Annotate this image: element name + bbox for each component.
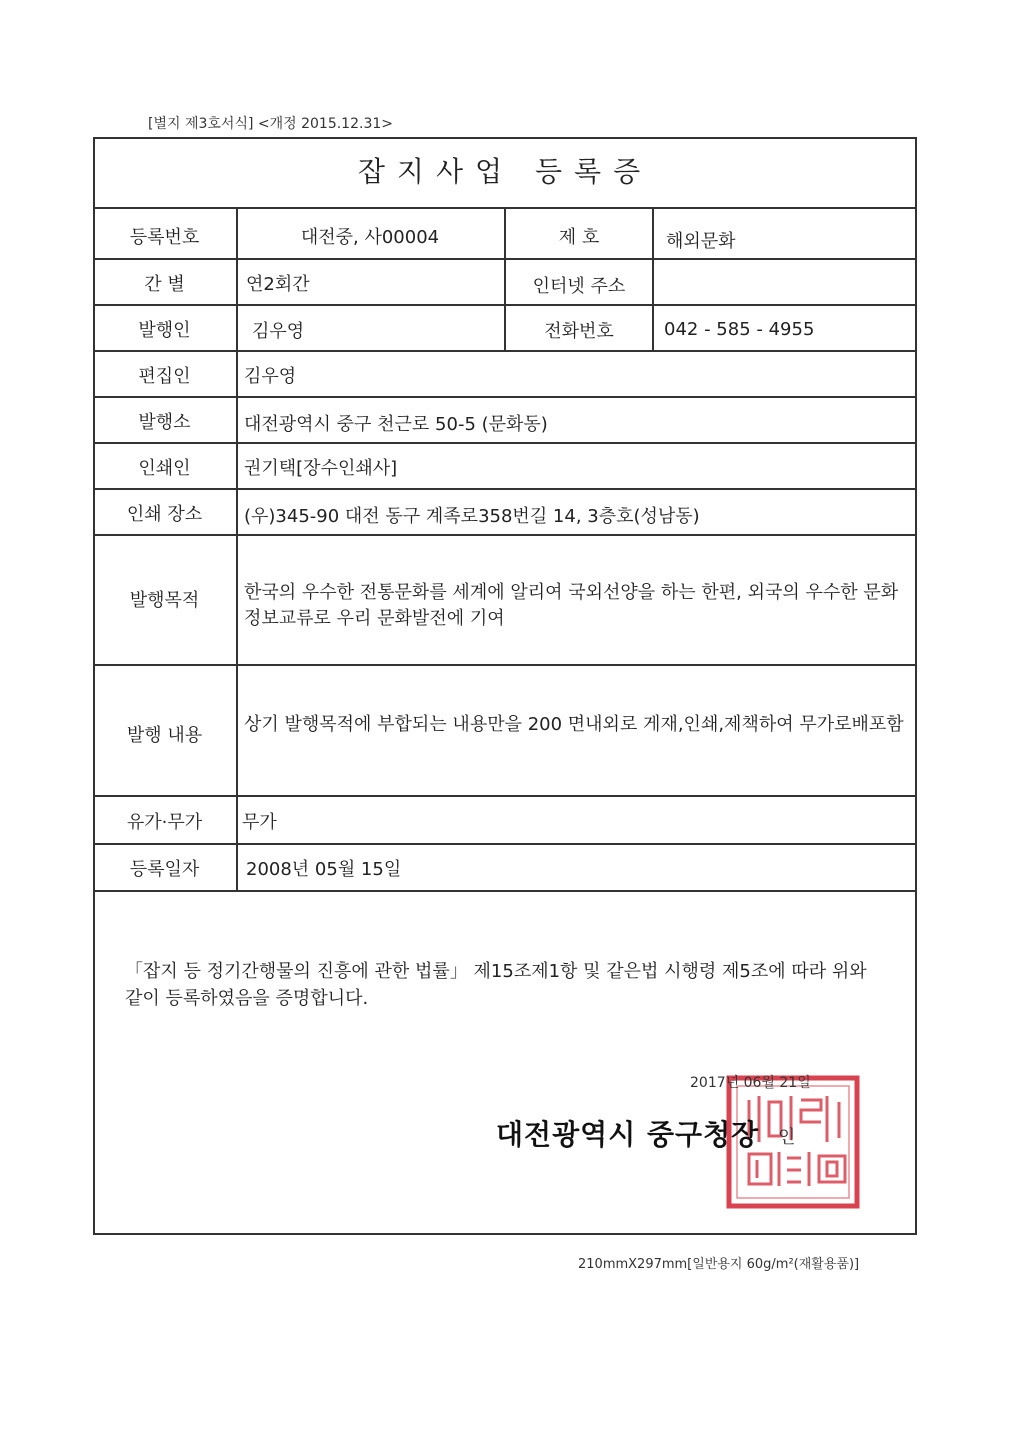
rule-mid-right [652, 207, 654, 350]
rule-row11 [93, 890, 917, 892]
paper-spec: 210mmX297mm[일반용지 60g/m²(재활용품)] [578, 1257, 860, 1272]
certification-text: 「잡지 등 정기간행물의 진흥에 관한 법률」 제15조제1항 및 같은법 시행령 제5조에 따라 위와 같이 등록하였음을 증명합니다. [125, 961, 867, 1009]
printer-label: 인쇄인 [138, 458, 191, 479]
paid-label: 유가·무가 [126, 812, 203, 833]
print-place-label: 인쇄 장소 [126, 504, 203, 525]
paid-value: 무가 [242, 812, 277, 833]
issue-date: 2017년 06월 21일 [690, 1075, 811, 1091]
interval-value: 연2회간 [246, 274, 310, 295]
office-label: 발행소 [138, 412, 191, 433]
interval-label: 간 별 [144, 274, 185, 295]
editor-label: 편집인 [138, 366, 191, 387]
document-title: 잡지사업 등록증 [357, 155, 653, 188]
print-place-value: (우)345-90 대전 동구 계족로358번길 14, 3층호(성남동) [244, 506, 700, 527]
reg-no-value: 대전중, 사00004 [300, 227, 440, 248]
rule-row10 [93, 843, 917, 845]
title-label: 제 호 [558, 227, 600, 248]
printer-value: 권기택[장수인쇄사] [244, 458, 398, 479]
rule-row8 [93, 664, 917, 666]
phone-label: 전화번호 [544, 321, 614, 342]
purpose-value: 한국의 우수한 전통문화를 세계에 알리여 국외선양을 하는 한편, 외국의 우수한 문화 정보교류로 우리 문화발전에 기여 [244, 582, 899, 629]
rule-row3 [93, 350, 917, 352]
content-label: 발행 내용 [126, 725, 203, 746]
form-reference: [별지 제3호서식] <개정 2015.12.31> [148, 116, 393, 132]
reg-date-label: 등록일자 [129, 859, 200, 880]
purpose-label: 발행목적 [129, 590, 200, 611]
reg-no-label: 등록번호 [129, 227, 200, 248]
reg-date-value: 2008년 05월 15일 [246, 859, 402, 880]
publisher-value: 김우영 [252, 321, 305, 342]
issuer-name: 대전광역시 중구청장 [496, 1118, 760, 1151]
editor-value: 김우영 [244, 366, 297, 387]
seal-mark: 인 [778, 1127, 796, 1148]
publisher-label: 발행인 [138, 320, 191, 341]
internet-label: 인터넷 주소 [532, 276, 626, 297]
rule-row5 [93, 442, 917, 444]
phone-value: 042 - 585 - 4955 [664, 319, 815, 340]
content-value: 상기 발행목적에 부합되는 내용만을 200 면내외로 게재,인쇄,제책하여 무가로배포함 [244, 714, 904, 735]
rule-row9 [93, 795, 917, 797]
office-value: 대전광역시 중구 천근로 50-5 (문화동) [244, 414, 548, 435]
rule-row7 [93, 534, 917, 536]
rule-label-column [236, 207, 238, 890]
title-value: 해외문화 [666, 231, 736, 252]
rule-row4 [93, 396, 917, 398]
rule-row6 [93, 488, 917, 490]
